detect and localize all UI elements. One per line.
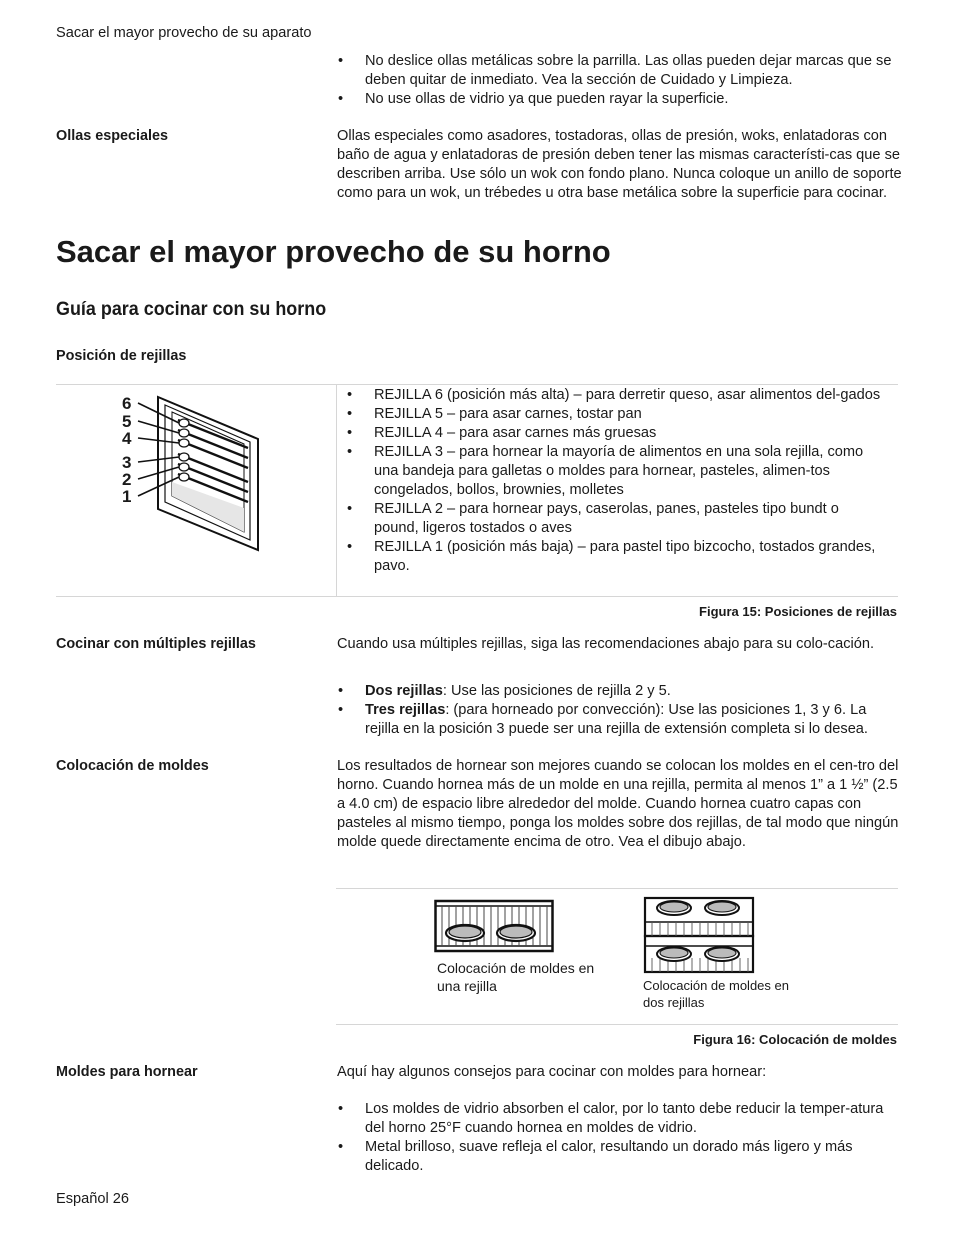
list-item: • No use ollas de vidrio ya que pueden rayar la superficie. [337, 90, 902, 109]
list-item: • Metal brilloso, suave refleja el calor, resultando un dorado más ligero y más delicado. [337, 1138, 897, 1176]
list-item: • Los moldes de vidrio absorben el calor, por lo tanto debe reducir la temper-atura del horno 25°F cuando hornea en moldes de vidrio. [337, 1100, 897, 1138]
multiples-rejillas-list [337, 682, 902, 739]
rack-position-list [346, 386, 886, 576]
section-heading-moldes-hornear: Moldes para hornear [56, 1064, 198, 1080]
item-label: Dos rejillas [365, 683, 443, 699]
list-item: • REJILLA 5 – para asar carnes, tostar pan [346, 405, 886, 424]
list-item [337, 682, 902, 701]
figure-divider [336, 385, 337, 596]
rack-label-5: 5 [122, 412, 132, 431]
rack-label-6: 6 [122, 394, 132, 413]
page-number: Español 26 [56, 1191, 130, 1207]
section-heading-posicion-rejillas: Posición de rejillas [56, 348, 187, 364]
section-heading-ollas-especiales: Ollas especiales [56, 128, 169, 144]
multiples-rejillas-text: Cuando usa múltiples rejillas, siga las recomendaciones abajo para su colo-cación. [337, 636, 875, 652]
rack-label-3: 3 [122, 453, 132, 472]
list-item: • REJILLA 6 (posición más alta) – para derretir queso, asar alimentos del-gados [346, 386, 886, 405]
section-heading-colocacion-moldes: Colocación de moldes [56, 758, 209, 774]
item-text: : (para horneado por convección): Use las posiciones 1, 3 y 6. La rejilla en la posición 3 puede ser una rejilla de extensión completa si lo desea. [365, 702, 868, 737]
figure-top-rule [56, 384, 898, 385]
colocacion-moldes-text: Los resultados de hornear son mejores cuando se colocan los moldes en el cen-tro del horno. Cuando hornea más de un molde en una rejilla, permita al menos 1” a 1 ½” (2.5 a 4.0 cm) de espacio libre alrededor del molde. Cuando hornea cuatro capas con pasteles al mismo tiempo, ponga los moldes sobre dos rejillas, de tal modo que ningún molde quede directamente encima de otro. Vea el dibujo abajo. [337, 758, 899, 850]
section-heading-multiples-rejillas: Cocinar con múltiples rejillas [56, 636, 256, 652]
item-label: Tres rejillas [365, 702, 446, 718]
single-rack-pans-drawing [434, 898, 554, 956]
figure-bottom-rule [56, 596, 898, 597]
list-item: • REJILLA 2 – para hornear pays, caserolas, panes, pasteles tipo bundt o pound, ligeros tostados o aves [346, 500, 886, 538]
oven-rack-diagram [118, 392, 263, 557]
running-header: Sacar el mayor provecho de su aparato [56, 25, 312, 41]
list-item: • REJILLA 3 – para hornear la mayoría de alimentos en una sola rejilla, como una bandeja para galletas o moldes para hornear, pasteles, alimen-tos congelados, bollos, brownies, molletes [346, 443, 886, 500]
moldes-hornear-text: Aquí hay algunos consejos para cocinar con moldes para hornear: [337, 1064, 767, 1080]
list-item: • REJILLA 1 (posición más baja) – para pastel tipo bizcocho, tostados grandes, pavo. [346, 538, 886, 576]
oven-cavity-drawing [118, 392, 263, 557]
moldes-hornear-list [337, 1100, 897, 1176]
figure-bottom-rule [336, 1024, 898, 1025]
rack-label-2: 2 [122, 470, 132, 489]
section-subtitle: Guía para cocinar con su horno [56, 298, 327, 320]
ollas-especiales-text: Ollas especiales como asadores, tostadoras, ollas de presión, woks, enlatadoras con baño de agua y enlatadoras de presión deben tener las mismas característi-cas que se describen arriba. Use sólo un wok con fondo plano. Nunca coloque un anillo de soporte como para un wok, un trébedes u otra base metálica sobre la superficie para cocinar. [337, 128, 902, 201]
figure-caption: Figura 16: Colocación de moldes [693, 1032, 897, 1047]
figure-label-one-rack: Colocación de moldes en una rejilla [437, 960, 595, 994]
top-bullet-list [337, 52, 902, 109]
figure-caption: Figura 15: Posiciones de rejillas [699, 604, 897, 619]
page-title: Sacar el mayor provecho de su horno [56, 234, 611, 269]
item-text: : Use las posiciones de rejilla 2 y 5. [442, 683, 671, 699]
list-item [337, 701, 902, 739]
figure-top-rule [336, 888, 898, 889]
list-item: • REJILLA 4 – para asar carnes más gruesas [346, 424, 886, 443]
two-rack-pans-drawing [643, 896, 755, 976]
list-item: • No deslice ollas metálicas sobre la parrilla. Las ollas pueden dejar marcas que se deben quitar de inmediato. Vea la sección de Cuidado y Limpieza. [337, 52, 902, 90]
rack-label-4: 4 [122, 429, 132, 448]
rack-label-1: 1 [122, 487, 132, 506]
figure-label-two-racks: Colocación de moldes en dos rejillas [643, 978, 789, 1010]
